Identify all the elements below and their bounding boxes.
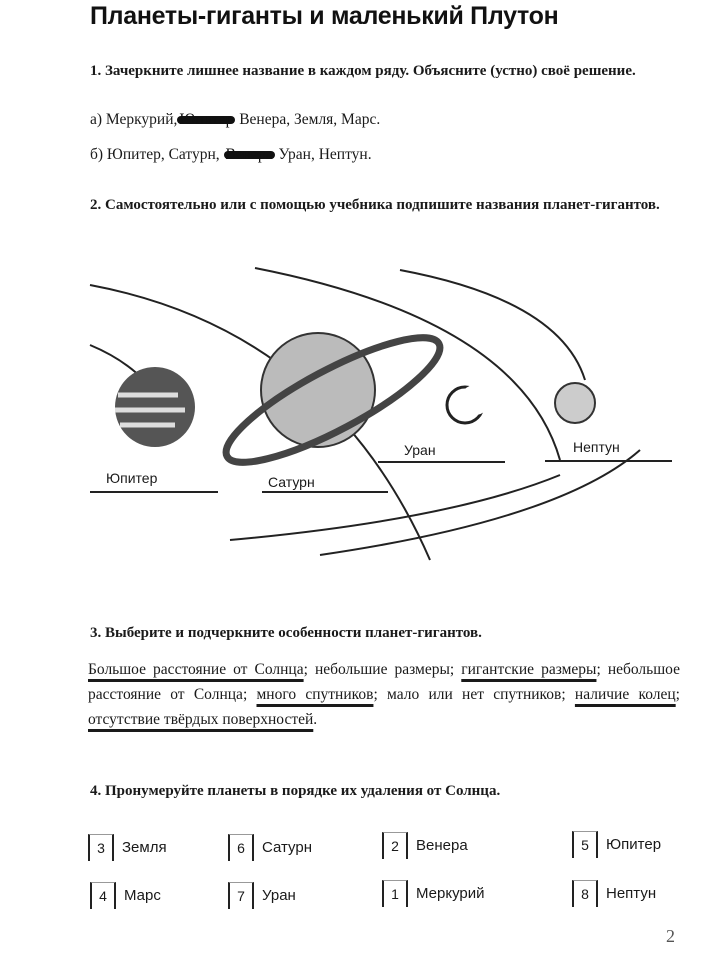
planet-name: Земля [122,839,167,856]
planet-name: Венера [416,837,468,854]
page-title: Планеты-гиганты и маленький Плутон [90,2,559,30]
number-box[interactable]: 2 [382,832,408,859]
label-neptune: Нептун [573,439,620,455]
feature: гигантские размеры [461,661,597,678]
task-2-prompt: 2. Самостоятельно или с помощью учебника подпишите названия планет-гигантов. [90,197,660,213]
page-number: 2 [666,926,675,946]
feature: наличие колец [574,686,676,703]
feature: небольшое расстояние от Солнца [88,661,680,703]
order-item [88,834,167,861]
jupiter-planet [115,367,195,447]
row-b-prefix: б) Юпитер, Сатурн, [90,146,220,163]
planet-name: Уран [262,887,296,904]
planet-name: Марс [124,887,161,904]
struck-word: Юпитер [179,111,234,129]
number-box[interactable]: 6 [228,834,254,861]
planet-name: Меркурий [416,885,485,902]
task-1-row-b [90,146,372,164]
order-item [572,880,656,907]
order-item [382,832,468,859]
label-saturn: Сатурн [268,474,315,490]
uranus-planet [447,385,490,423]
number-box[interactable]: 4 [90,882,116,909]
number-box[interactable]: 8 [572,880,598,907]
features-paragraph: Большое расстояние от Солнца; небольшие размеры; гигантские размеры; небольшое расстояние от Солнца; много спутников; мало или нет спутников; наличие колец; отсутствие твёрдых поверхностей. [88,661,680,728]
label-lines [90,461,672,492]
planets-diagram [0,260,727,570]
task-1-prompt: 1. Зачеркните лишнее название в каждом ряду. Объясните (устно) своё решение. [90,63,636,79]
task-1-row-a [90,111,380,129]
feature: Большое расстояние от Солнца [88,661,304,678]
row-a-prefix: а) Меркурий, [90,111,178,128]
number-box[interactable]: 5 [572,831,598,858]
order-item [572,831,661,858]
task-4-prompt: 4. Пронумеруйте планеты в порядке их удаления от Солнца. [90,783,501,799]
row-a-rest: Венера, Земля, Марс. [235,111,381,128]
task-3-prompt: 3. Выберите и подчеркните особенности планет-гигантов. [90,625,482,641]
orbit [320,450,640,555]
number-box[interactable]: 1 [382,880,408,907]
order-item [382,880,485,907]
planet-name: Юпитер [606,836,662,853]
feature: мало или нет спутников [387,686,562,703]
order-item [228,882,296,909]
planet-name: Нептун [606,885,657,902]
struck-word: Венера [225,146,273,164]
label-jupiter: Юпитер [106,470,158,486]
feature: отсутствие твёрдых поверхностей [88,711,314,728]
feature: небольшие размеры [314,661,450,678]
row-b-rest: Уран, Нептун. [274,146,372,163]
order-item [90,882,161,909]
feature: много спутников [256,686,374,703]
neptune-planet [555,383,595,423]
order-item [228,834,312,861]
label-uranus: Уран [404,442,436,458]
planet-name: Сатурн [262,839,313,856]
number-box[interactable]: 7 [228,882,254,909]
number-box[interactable]: 3 [88,834,114,861]
